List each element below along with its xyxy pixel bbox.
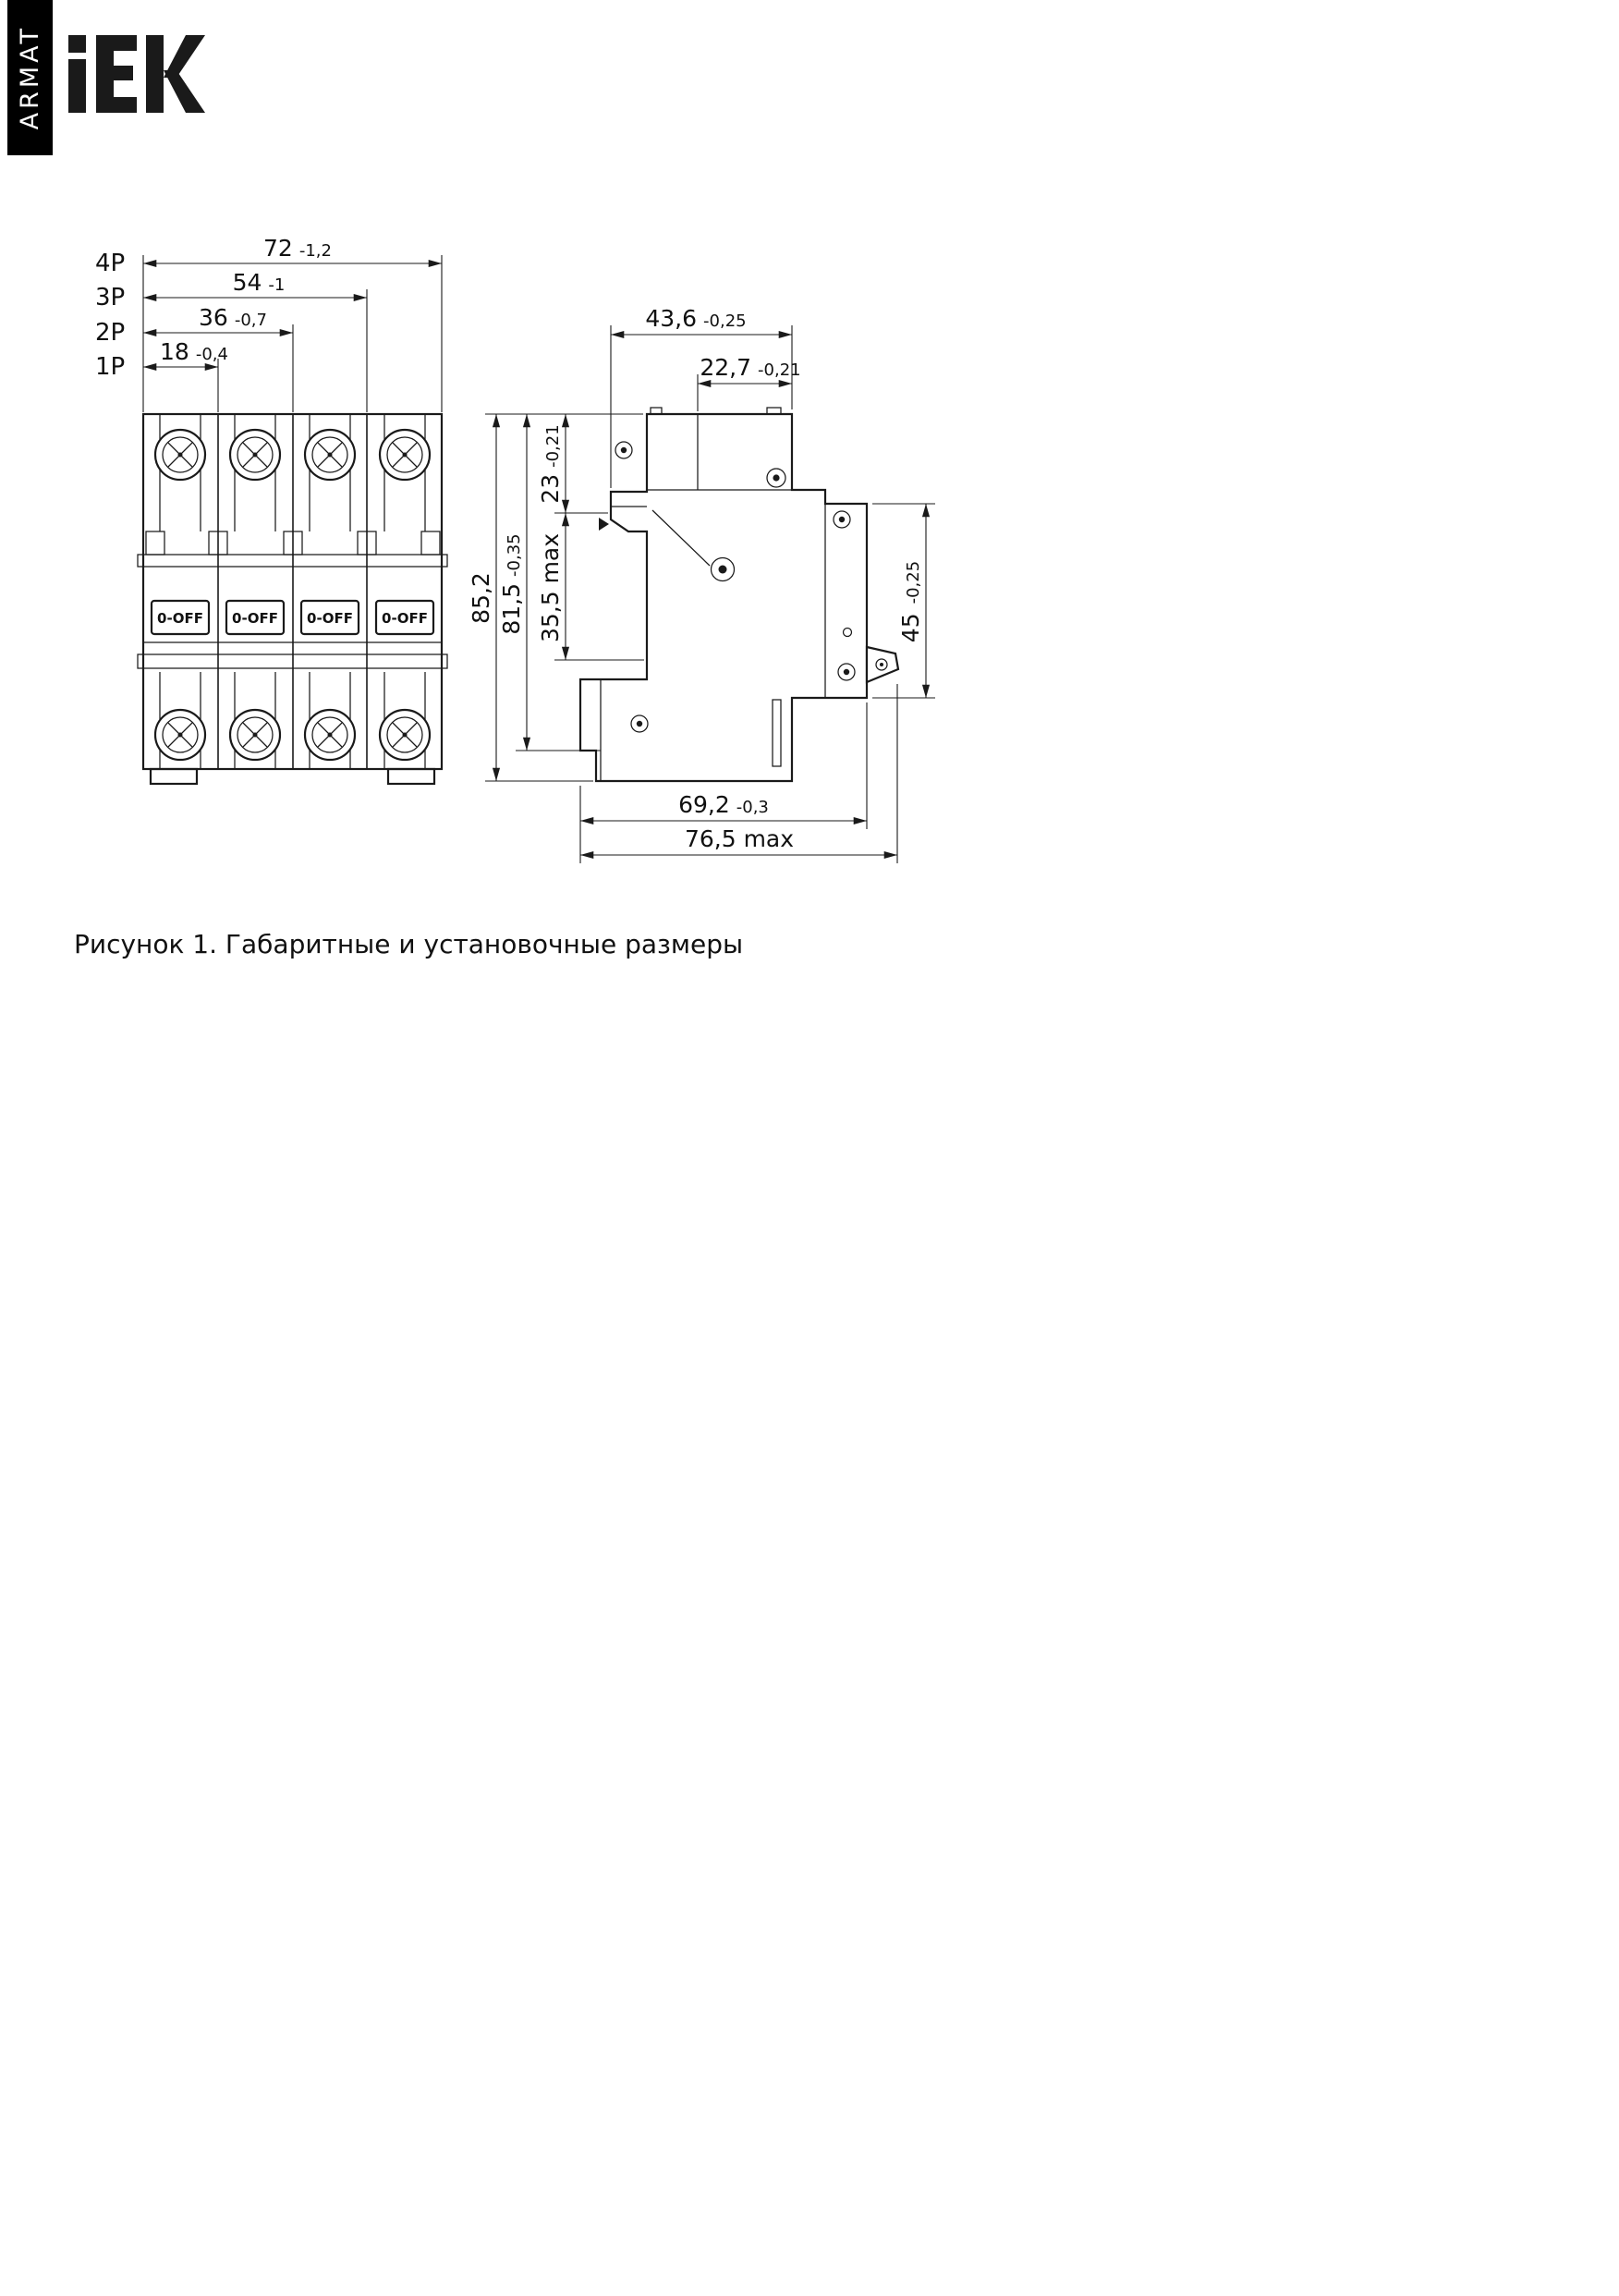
side-view [468,305,935,863]
pole-count-label: 3P [95,284,126,311]
switch-toggle [226,601,284,634]
terminal-screw-icon [380,710,430,760]
side-dimension-top-width [611,305,792,488]
side-dimension-overall-depth [580,684,897,863]
pole-count-label: 4P [95,250,126,277]
rivet-icon [844,629,852,637]
dimension-label: 36 -0,7 [199,304,267,331]
dimension-label: 76,5 max [684,825,795,852]
terminal-screw-icon [380,430,430,480]
rivet-icon [631,715,648,732]
side-dimension-top-depth [537,414,608,513]
rivet-icon [767,469,785,487]
side-dimension-top-inner-width [698,354,801,411]
dimension-label: 69,2 -0,3 [678,791,769,818]
terminal-screw-icon [155,430,205,480]
side-dimension-overall-height [468,414,593,781]
dimension-label: 43,6 -0,25 [645,305,747,332]
terminal-screw-icon [305,710,355,760]
switch-label: 0-OFF [382,610,428,627]
side-dimension-front-depth [537,513,644,660]
figure-caption: Рисунок 1. Габаритные и установочные размеры [74,929,744,959]
side-view-body [580,408,898,781]
dimension-label: 45-0,25 [897,560,924,643]
rivet-icon [838,664,855,680]
dimension-label: 22,7 -0,21 [700,354,801,381]
dimension-label: 54 -1 [232,269,286,296]
switch-label: 0-OFF [157,610,203,627]
terminal-screw-icon [230,710,280,760]
pole-count-label: 1P [95,353,126,381]
rivet-icon [834,511,850,528]
front-dimension-4p [95,235,442,412]
rivet-icon [615,442,632,458]
dimension-label: 35,5 max [537,532,564,643]
switch-label: 0-OFF [232,610,278,627]
armat-series-label: ARMAT [16,25,44,130]
side-toggle-lever [867,647,898,682]
pole-count-label: 2P [95,319,126,347]
switch-toggle [301,601,359,634]
front-dimension-1p [95,338,228,412]
terminal-screw-icon [155,710,205,760]
rivet-icon [712,558,735,581]
terminal-screw-icon [230,430,280,480]
hook-marker-icon [599,518,609,531]
dimension-label: 81,5-0,35 [498,533,525,635]
terminal-screw-icon [305,430,355,480]
dimension-label: 85,2 [468,572,494,624]
switch-toggle [152,601,209,634]
dimension-label: 72 -1,2 [263,235,332,262]
side-dimensions [468,305,935,863]
front-dimension-3p [95,269,367,412]
switch-label: 0-OFF [307,610,353,627]
dimension-label: 18 -0,4 [160,338,228,365]
technical-drawing [0,0,1619,1017]
front-dimensions [95,235,442,412]
switch-toggle [376,601,433,634]
front-view [95,235,447,784]
dimension-label: 23-0,21 [537,424,564,504]
